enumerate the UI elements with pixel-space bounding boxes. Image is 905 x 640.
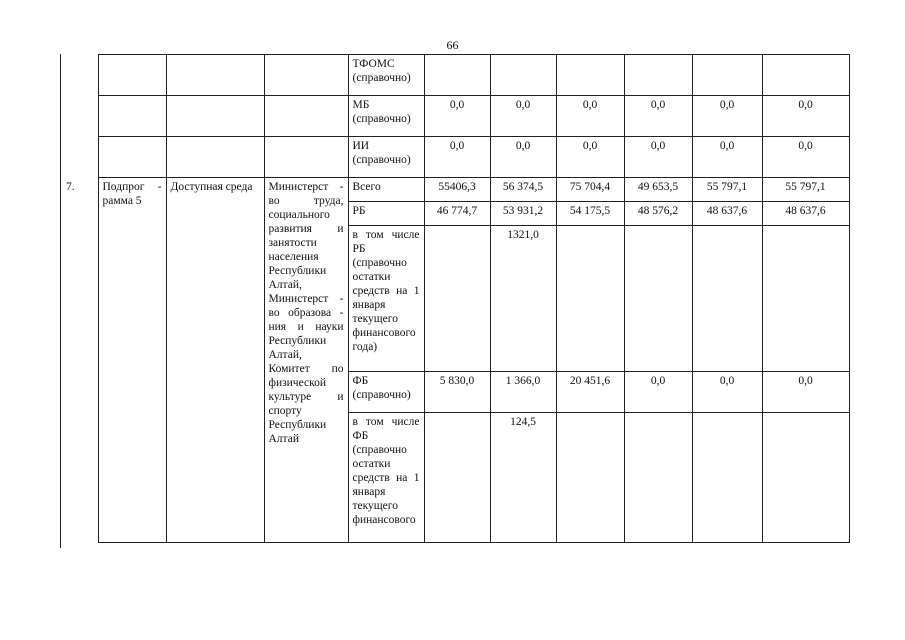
- source-cell: МБ (справочно): [348, 96, 424, 137]
- program-number: 7.: [60, 178, 98, 543]
- empty-cell: [60, 96, 98, 137]
- program-name: Доступная среда: [166, 178, 264, 543]
- table-row: [60, 178, 849, 202]
- table-row: [60, 137, 849, 178]
- source-cell: в том числе РБ (справочно остатки средств на 1 января текущего финансового года): [348, 226, 424, 372]
- empty-cell: [98, 137, 166, 178]
- value-cell: 0,0: [762, 137, 849, 178]
- value-cell: [624, 55, 692, 96]
- value-cell: [624, 413, 692, 543]
- empty-cell: [60, 137, 98, 178]
- value-cell: 0,0: [424, 137, 490, 178]
- empty-cell: [98, 96, 166, 137]
- value-cell: 55 797,1: [692, 178, 762, 202]
- value-cell: 0,0: [424, 96, 490, 137]
- value-cell: [424, 413, 490, 543]
- value-cell: 0,0: [692, 137, 762, 178]
- value-cell: 48 637,6: [762, 202, 849, 226]
- value-cell: [762, 413, 849, 543]
- value-cell: 20 451,6: [556, 372, 624, 413]
- value-cell: [762, 55, 849, 96]
- page-number: 66: [446, 38, 459, 52]
- value-cell: 48 637,6: [692, 202, 762, 226]
- value-cell: [692, 226, 762, 372]
- responsible-executors: Министерст - во труда, социального развития и занятости населения Республики Алтай, Министерст - во образова - ния и науки Республики Алтай, Комитет по физической культуре и спорту Республики Алтай: [264, 178, 348, 543]
- table-row: [60, 96, 849, 137]
- source-cell: ТФОМС (справочно): [348, 55, 424, 96]
- value-cell: 0,0: [762, 96, 849, 137]
- value-cell: 0,0: [556, 96, 624, 137]
- value-cell: 124,5: [490, 413, 556, 543]
- value-cell: [556, 55, 624, 96]
- value-cell: 55 797,1: [762, 178, 849, 202]
- value-cell: 53 931,2: [490, 202, 556, 226]
- value-cell: 0,0: [692, 96, 762, 137]
- value-cell: 5 830,0: [424, 372, 490, 413]
- empty-cell: [166, 137, 264, 178]
- value-cell: 0,0: [624, 372, 692, 413]
- empty-cell: [264, 96, 348, 137]
- empty-cell: [166, 55, 264, 96]
- value-cell: 48 576,2: [624, 202, 692, 226]
- value-cell: 54 175,5: [556, 202, 624, 226]
- empty-cell: [264, 55, 348, 96]
- empty-cell: [60, 55, 98, 96]
- value-cell: [424, 226, 490, 372]
- value-cell: [624, 226, 692, 372]
- table-row: [60, 55, 849, 96]
- value-cell: 0,0: [490, 137, 556, 178]
- empty-cell: [264, 137, 348, 178]
- source-cell: ИИ (справочно): [348, 137, 424, 178]
- value-cell: 0,0: [490, 96, 556, 137]
- empty-cell: [98, 55, 166, 96]
- value-cell: 0,0: [624, 96, 692, 137]
- value-cell: 46 774,7: [424, 202, 490, 226]
- source-cell: РБ: [348, 202, 424, 226]
- value-cell: [692, 55, 762, 96]
- value-cell: [424, 55, 490, 96]
- subprogram-name: Подпрог - рамма 5: [98, 178, 166, 543]
- value-cell: [556, 226, 624, 372]
- value-cell: [556, 413, 624, 543]
- source-cell: Всего: [348, 178, 424, 202]
- empty-cell: [166, 96, 264, 137]
- value-cell: 0,0: [624, 137, 692, 178]
- source-cell: в том числе ФБ (справочно остатки средств на 1 января текущего финансового: [348, 413, 424, 543]
- value-cell: 55406,3: [424, 178, 490, 202]
- value-cell: 0,0: [692, 372, 762, 413]
- value-cell: [692, 413, 762, 543]
- value-cell: 1 366,0: [490, 372, 556, 413]
- value-cell: 0,0: [762, 372, 849, 413]
- budget-table: [60, 54, 850, 543]
- value-cell: 1321,0: [490, 226, 556, 372]
- value-cell: 56 374,5: [490, 178, 556, 202]
- value-cell: 49 653,5: [624, 178, 692, 202]
- value-cell: [762, 226, 849, 372]
- value-cell: 75 704,4: [556, 178, 624, 202]
- value-cell: 0,0: [556, 137, 624, 178]
- value-cell: [490, 55, 556, 96]
- source-cell: ФБ (справочно): [348, 372, 424, 413]
